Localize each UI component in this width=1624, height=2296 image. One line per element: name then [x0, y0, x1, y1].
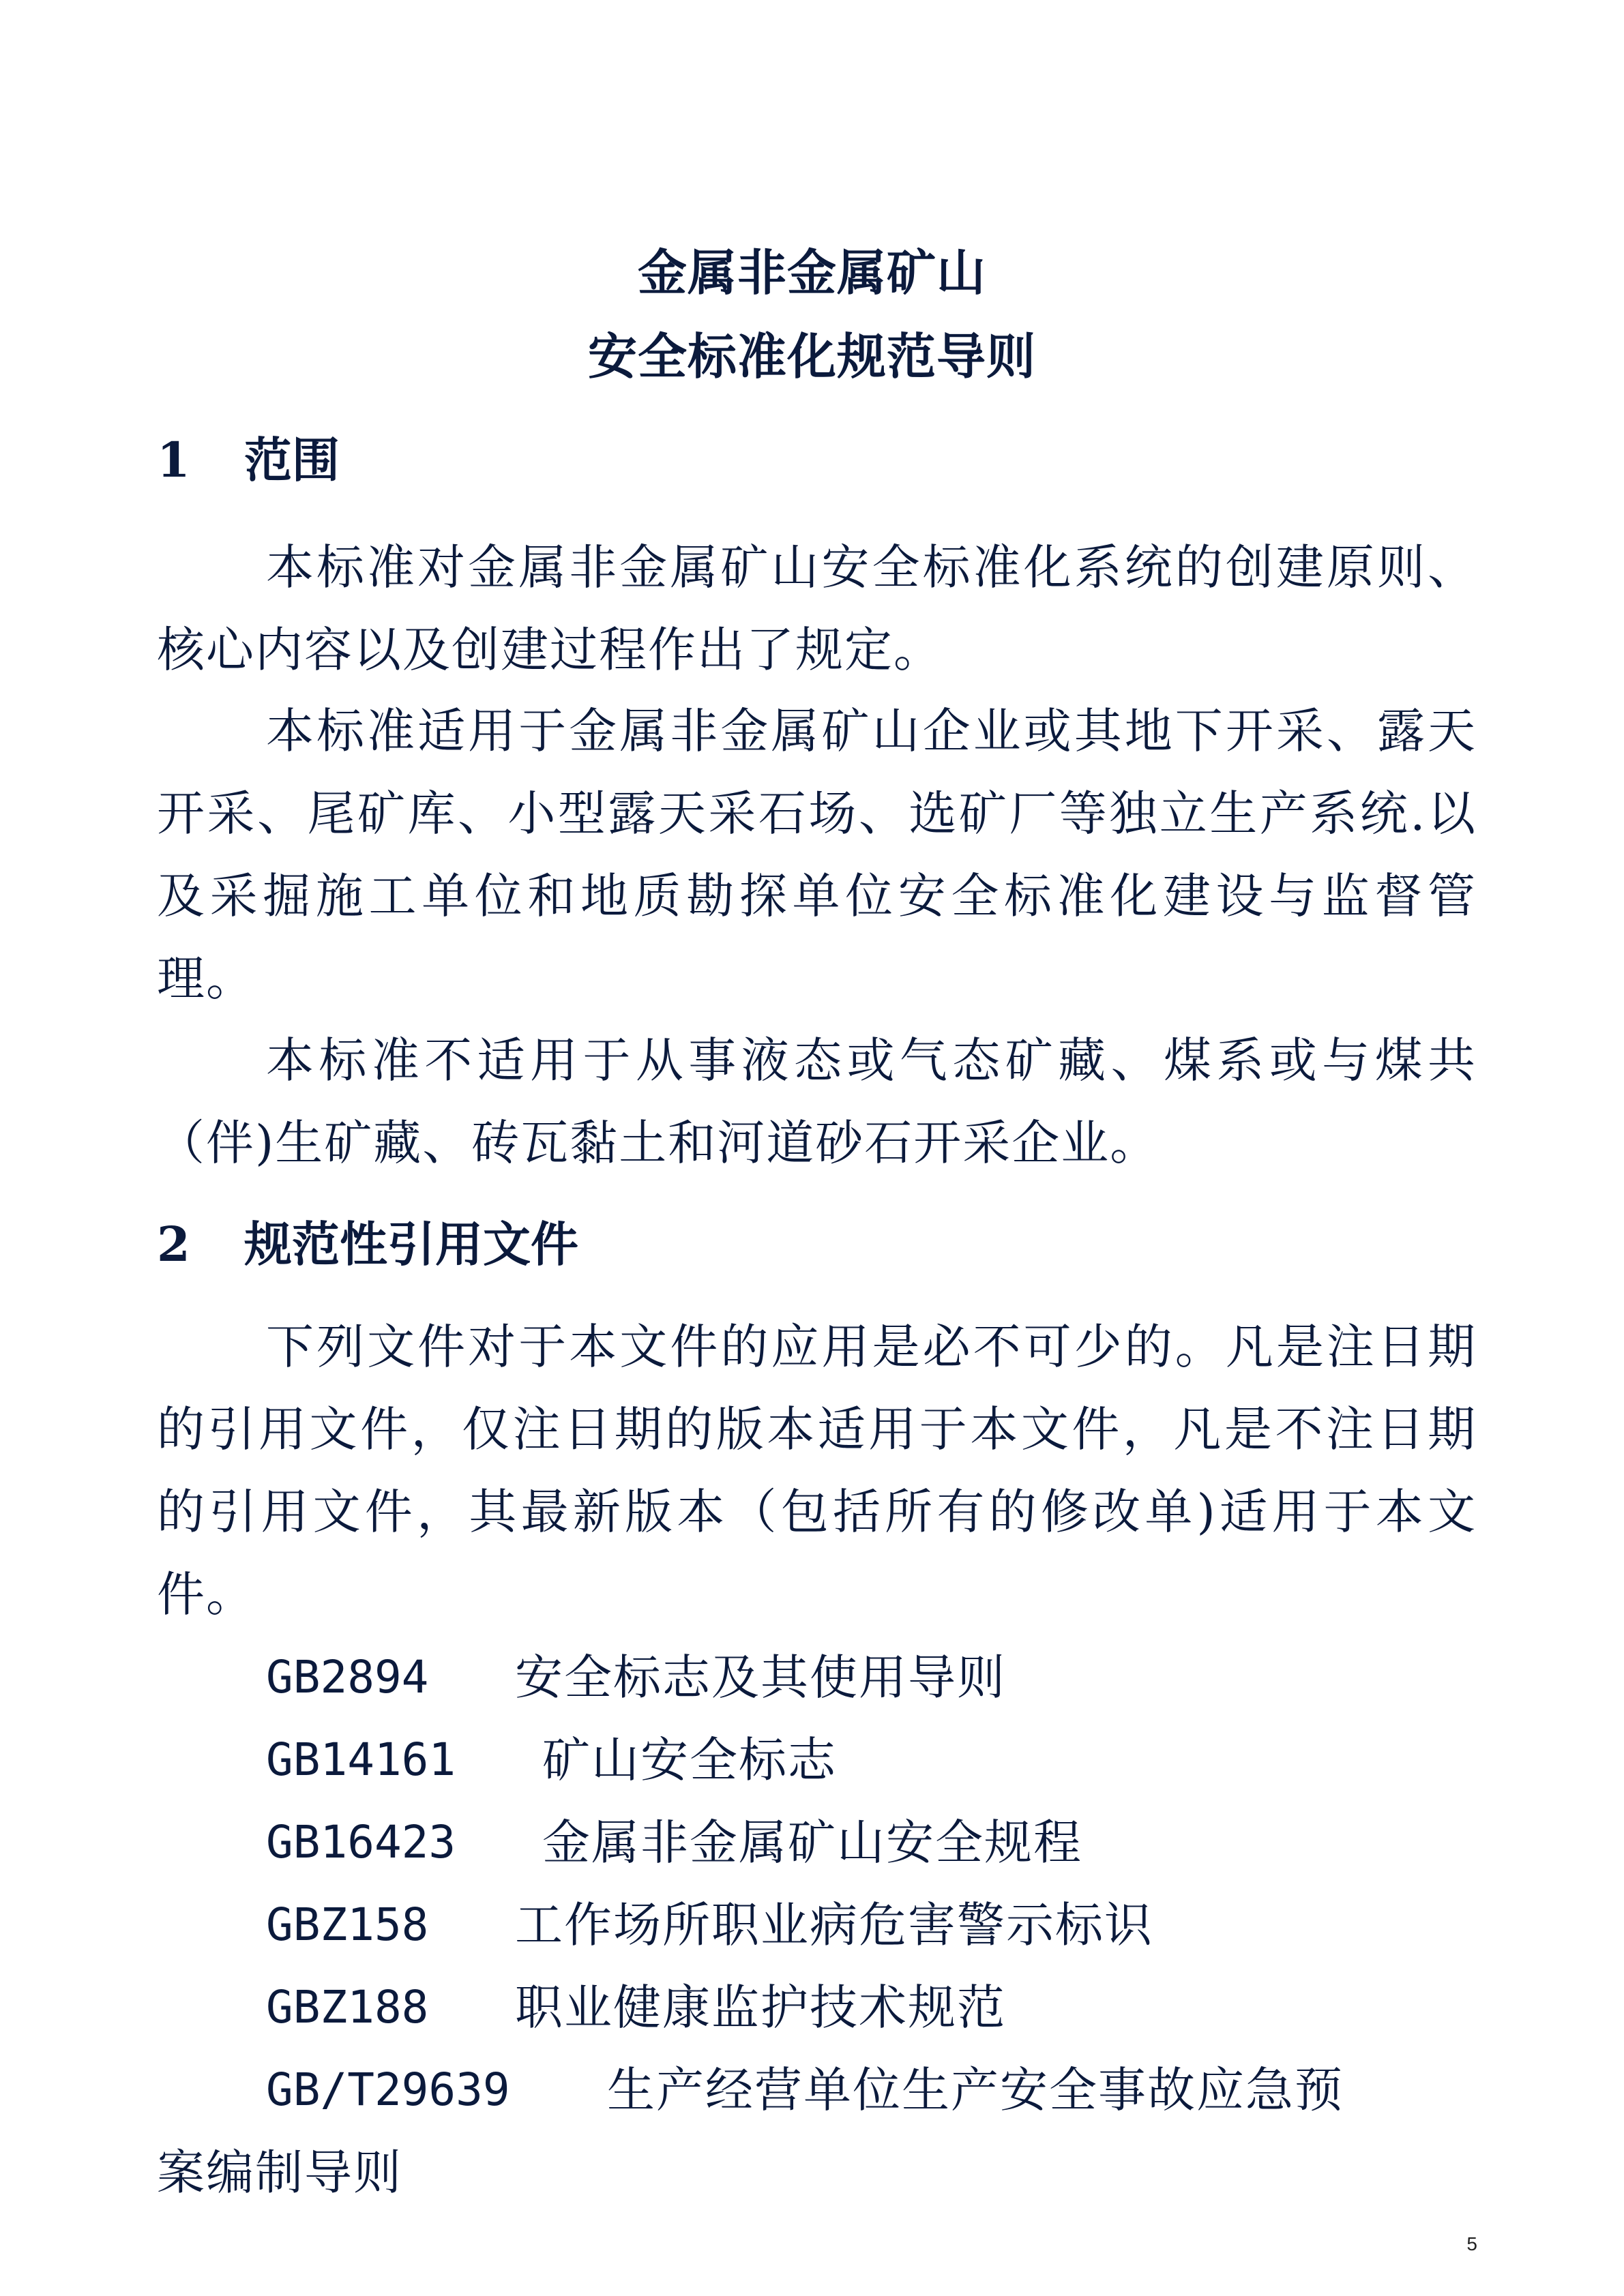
section-1-title: 范围: [244, 432, 340, 488]
reference-item: [266, 1977, 1006, 2038]
reference-name: 安全标志及其使用导则: [515, 1650, 1006, 1705]
reference-name-continuation: 案编制导则: [157, 2145, 402, 2201]
reference-item: [266, 1647, 1006, 1708]
reference-code: GB16423: [266, 1816, 456, 1868]
section-2-number: 2: [157, 1216, 190, 1272]
section-1-paragraph-3: 本标准不适用于从事液态或气态矿藏、煤系或与煤共（伴)生矿藏、砖瓦黏土和河道砂石开采企业。: [157, 1032, 1477, 1171]
document-title-line2: 安全标准化规范导则: [587, 328, 1036, 385]
reference-code: GB2894: [266, 1651, 429, 1703]
reference-name: 生产经营单位生产安全事故应急预: [607, 2062, 1344, 2118]
reference-item: [266, 1812, 1082, 1873]
section-2-title: 规范性引用文件: [244, 1217, 578, 1272]
reference-code: GB/T29639: [266, 2063, 510, 2116]
section-1-paragraph-1: 本标准对金属非金属矿山安全标准化系统的创建原则、核心内容以及创建过程作出了规定。: [157, 539, 1477, 678]
section-1-number: 1: [157, 432, 190, 488]
reference-code: GB14161: [266, 1733, 456, 1786]
page-number: 5: [1466, 2233, 1477, 2254]
section-1-heading: [157, 430, 340, 491]
reference-item: [266, 1894, 1153, 1956]
reference-name: 金属非金属矿山安全规程: [542, 1815, 1082, 1870]
document-title-line1: 金属非金属矿山: [637, 244, 986, 301]
reference-item: [266, 2059, 1344, 2121]
reference-name: 矿山安全标志: [542, 1732, 837, 1788]
section-2-paragraph-1: 下列文件对于本文件的应用是必不可少的。凡是注日期的引用文件，仅注日期的版本适用于本文件，凡是不注日期的引用文件，其最新版本（包括所有的修改单)适用于本文件。: [157, 1319, 1477, 1622]
reference-name: 工作场所职业病危害警示标识: [515, 1897, 1153, 1953]
reference-name: 职业健康监护技术规范: [515, 1980, 1006, 2036]
section-2-heading: [157, 1214, 578, 1275]
reference-code: GBZ158: [266, 1898, 429, 1951]
section-1-paragraph-2: 本标准适用于金属非金属矿山企业或其地下开采、露天开采、尾矿库、小型露天采石场、选矿厂等独立生产系统.以及采掘施工单位和地质勘探单位安全标准化建设与监督管理。: [157, 703, 1477, 1007]
reference-code: GBZ188: [266, 1981, 429, 2033]
reference-item: [266, 1729, 837, 1791]
